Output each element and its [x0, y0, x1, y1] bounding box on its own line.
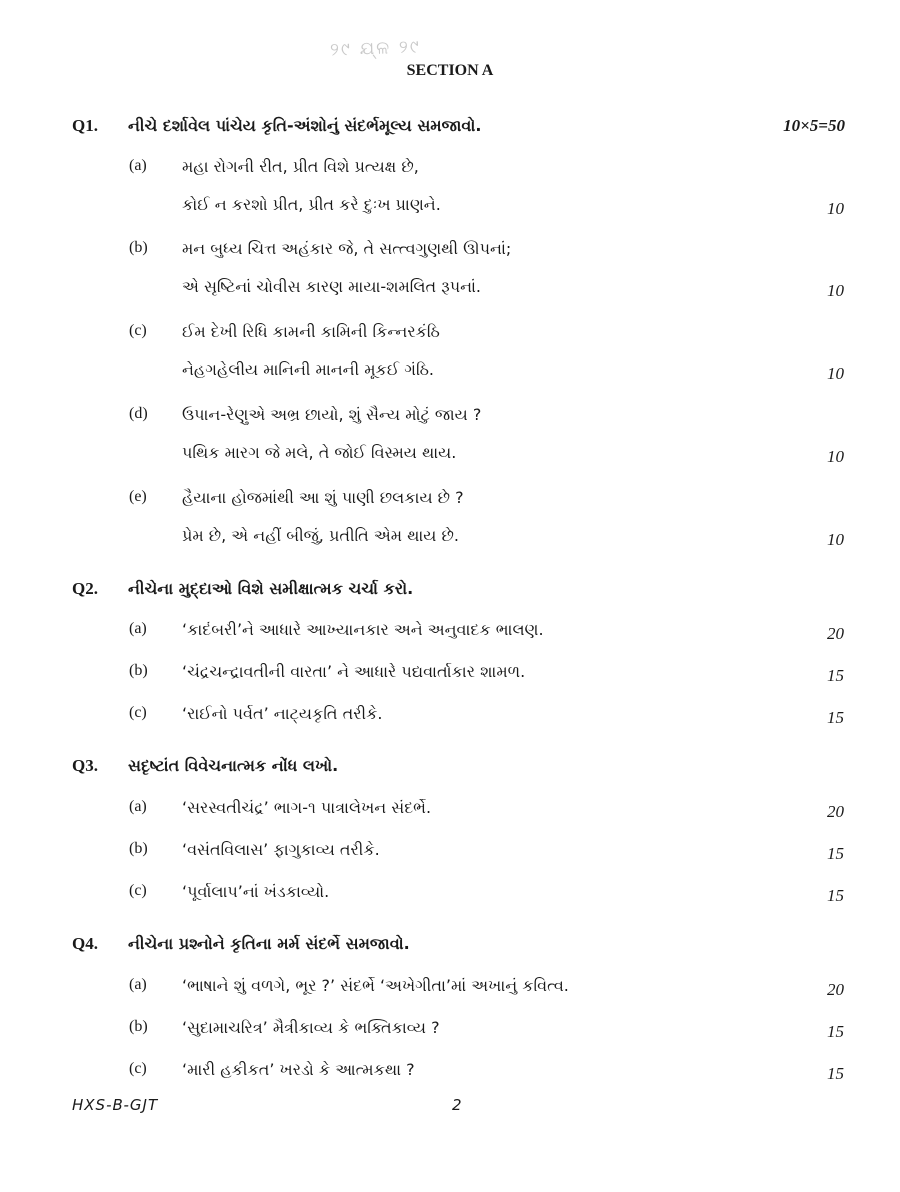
item-marks: 10: [827, 364, 844, 383]
item-label: (a): [129, 620, 147, 637]
item-label: (a): [129, 157, 147, 174]
item-label: (e): [129, 488, 147, 505]
item-marks: 10: [827, 447, 844, 466]
section-title: SECTION A: [406, 62, 494, 79]
item-line: નેહગહેલીય માનિની માનની મૂકઈ ગંઠિ.: [182, 360, 434, 379]
question-text: સદૃષ્ટાંત વિવેચનાત્મક નોંધ લખો.: [128, 756, 339, 775]
page-number: 2: [452, 1096, 462, 1114]
question-marks: 10×5=50: [783, 116, 845, 135]
question-text: નીચે દર્શાવેલ પાંચેય કૃતિ-અંશોનું સંદર્ભમૂલ્ય સમજાવો.: [128, 116, 482, 135]
item-label: (a): [129, 976, 147, 993]
item-label: (b): [129, 662, 148, 679]
question-number: Q1.: [72, 116, 98, 135]
item-line: મન બુધ્ય ચિત્ત અહંકાર જે, તે સત્ત્વગુણથી ઊપનાં;: [182, 239, 512, 258]
question-heading: [0, 579, 900, 609]
item-line: પથિક મારગ જે મલે, તે જોઈ વિસ્મય થાય.: [182, 443, 457, 462]
item-line: ‘રાઈનો પર્વત’ નાટ્યકૃતિ તરીકે.: [182, 704, 383, 723]
item-line: ‘પૂર્વાલાપ’નાં ખંડકાવ્યો.: [182, 882, 330, 901]
item-marks: 15: [827, 708, 844, 727]
item-marks: 20: [827, 624, 844, 643]
item-marks: 15: [827, 1022, 844, 1041]
item-line: ઉપાન-રેણુએ અભ્ર છાયો, શું સૈન્ય મોટું જાય ?: [182, 405, 482, 424]
item-label: (b): [129, 239, 148, 256]
item-line: ઈમ દેખી રિધિ કામની કામિની કિન્નરકંઠિ: [182, 322, 440, 341]
item-line: મહા રોગની રીત, પ્રીત વિશે પ્રત્યક્ષ છે,: [182, 157, 419, 176]
item-marks: 15: [827, 1064, 844, 1083]
item-label: (b): [129, 1018, 148, 1035]
item-marks: 20: [827, 980, 844, 999]
item-line: હૈયાના હોજમાંથી આ શું પાણી છલકાય છે ?: [182, 488, 464, 507]
item-line: ‘મારી હકીકત’ ખરડો કે આત્મકથા ?: [182, 1060, 415, 1079]
question-number: Q2.: [72, 579, 98, 598]
item-marks: 20: [827, 802, 844, 821]
item-line: ‘સરસ્વતીચંદ્ર’ ભાગ-૧ પાત્રાલેખન સંદર્ભે.: [182, 798, 432, 817]
question-text: નીચેના મુદ્દાઓ વિશે સમીક્ષાત્મક ચર્ચા કરો.: [128, 579, 414, 598]
item-marks: 10: [827, 530, 844, 549]
question-number: Q3.: [72, 756, 98, 775]
item-line: ‘વસંતવિલાસ’ ફાગુકાવ્ય તરીકે.: [182, 840, 380, 859]
faint-stamp: ୨୯ ଯ୍ଳ ୨୯: [329, 36, 422, 61]
item-label: (c): [129, 1060, 147, 1077]
question-heading: [0, 756, 900, 786]
question-text: નીચેના પ્રશ્નોને કૃતિના મર્મ સંદર્ભે સમજાવો.: [128, 934, 410, 953]
question-heading: [0, 934, 900, 964]
item-line: ‘સુદામાચરિત્ર’ મૈત્રીકાવ્ય કે ભક્તિકાવ્ય ?: [182, 1018, 440, 1037]
item-label: (c): [129, 704, 147, 721]
item-line: ‘કાદંબરી’ને આધારે આખ્યાનકાર અને અનુવાદક ભાલણ.: [182, 620, 544, 639]
item-label: (c): [129, 322, 147, 339]
item-line: પ્રેમ છે, એ નહીં બીજું, પ્રતીતિ એમ થાય છે.: [182, 526, 459, 545]
item-marks: 10: [827, 281, 844, 300]
item-label: (a): [129, 798, 147, 815]
question-number: Q4.: [72, 934, 98, 953]
item-line: એ સૃષ્ટિનાં ચોવીસ કારણ માયા-શમલિત રૂપનાં.: [182, 277, 482, 296]
item-marks: 15: [827, 844, 844, 863]
item-line: ‘ચંદ્રચન્દ્રાવતીની વારતા’ ને આધારે પદ્યવાર્તાકાર શામળ.: [182, 662, 526, 681]
paper-code: HXS-B-GJT: [72, 1096, 159, 1114]
item-label: (c): [129, 882, 147, 899]
item-line: ‘ભાષાને શું વળગે, ભૂર ?’ સંદર્ભે ‘અખેગીતા’માં અખાનું કવિત્વ.: [182, 976, 569, 995]
item-marks: 10: [827, 199, 844, 218]
item-line: કોઈ ન કરશો પ્રીત, પ્રીત કરે દુઃખ પ્રાણને.: [182, 195, 441, 214]
question-heading: [0, 116, 900, 146]
item-label: (d): [129, 405, 148, 422]
item-marks: 15: [827, 886, 844, 905]
item-label: (b): [129, 840, 148, 857]
item-marks: 15: [827, 666, 844, 685]
